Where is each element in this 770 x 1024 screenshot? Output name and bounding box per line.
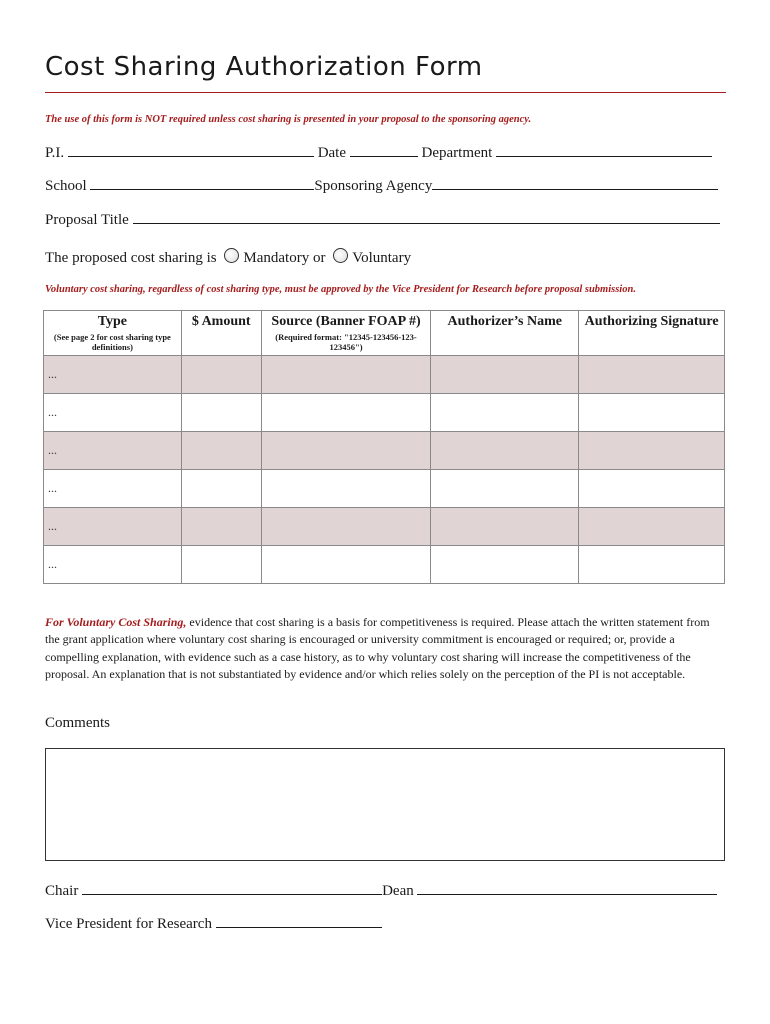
- source-cell[interactable]: [261, 546, 431, 584]
- header-authorizing-signature: Authorizing Signature: [579, 311, 725, 356]
- sponsoring-agency-field[interactable]: [432, 177, 718, 190]
- school-label: School: [45, 178, 87, 194]
- table-row: [44, 470, 725, 508]
- pi-label: P.I.: [45, 145, 65, 161]
- voluntary-approval-note: Voluntary cost sharing, regardless of cost sharing type, must be approved by the Vice President for Research before proposal submission.: [45, 284, 636, 295]
- school-row: [45, 177, 718, 195]
- signature-cell[interactable]: [579, 470, 725, 508]
- authorizer-name-cell[interactable]: [431, 394, 579, 432]
- mandatory-label: Mandatory or: [243, 250, 326, 266]
- chair-signature-field[interactable]: [82, 882, 382, 895]
- signature-cell[interactable]: [579, 508, 725, 546]
- source-cell[interactable]: [261, 470, 431, 508]
- header-type: Type (See page 2 for cost sharing type definitions): [44, 311, 182, 356]
- school-field[interactable]: [90, 177, 314, 190]
- title-divider: [45, 92, 726, 93]
- table-row: [44, 508, 725, 546]
- usage-notice: The use of this form is NOT required unless cost sharing is presented in your proposal to the sponsoring agency.: [45, 114, 532, 125]
- department-field[interactable]: [496, 144, 712, 157]
- amount-cell[interactable]: [181, 508, 261, 546]
- proposal-title-label: Proposal Title: [45, 212, 129, 228]
- type-cell[interactable]: ...: [44, 394, 182, 432]
- authorizer-name-cell[interactable]: [431, 432, 579, 470]
- comments-label: Comments: [45, 715, 111, 731]
- date-field[interactable]: [350, 144, 418, 157]
- signature-cell[interactable]: [579, 546, 725, 584]
- mandatory-radio[interactable]: [224, 248, 239, 263]
- signature-cell[interactable]: [579, 432, 725, 470]
- voluntary-paragraph-lead: For Voluntary Cost Sharing,: [45, 615, 187, 629]
- pi-field[interactable]: [68, 144, 314, 157]
- chair-label: Chair: [45, 883, 79, 899]
- pi-row: [45, 144, 712, 162]
- signature-cell[interactable]: [579, 356, 725, 394]
- vpr-label: Vice President for Research: [45, 916, 212, 932]
- date-label: Date: [317, 145, 347, 161]
- comments-textarea[interactable]: [45, 748, 725, 861]
- amount-cell[interactable]: [181, 356, 261, 394]
- type-cell[interactable]: ...: [44, 508, 182, 546]
- signature-cell[interactable]: [579, 394, 725, 432]
- chair-dean-row: [45, 882, 717, 900]
- department-label: Department: [421, 145, 493, 161]
- cost-sharing-table: [43, 310, 725, 584]
- amount-cell[interactable]: [181, 432, 261, 470]
- source-cell[interactable]: [261, 432, 431, 470]
- authorizer-name-cell[interactable]: [431, 546, 579, 584]
- authorizer-name-cell[interactable]: [431, 470, 579, 508]
- table-row: [44, 356, 725, 394]
- cost-sharing-prompt: The proposed cost sharing is: [45, 250, 217, 266]
- table-row: [44, 394, 725, 432]
- type-cell[interactable]: ...: [44, 546, 182, 584]
- page-title: Cost Sharing Authorization Form: [45, 52, 483, 82]
- voluntary-paragraph-body: evidence that cost sharing is a basis for competitiveness is required. Please attach the written statement from the grant application where voluntary cost sharing is encouraged or university commitment is encouraged or required; or, provide a compelling explanation, with evidence such as a case history, as to why voluntary cost sharing will increase the competitiveness of the proposal. An explanation that is not substantiated by evidence and/or which relies solely on the perception of the PI is not acceptable.: [45, 615, 710, 682]
- dean-signature-field[interactable]: [417, 882, 717, 895]
- voluntary-label: Voluntary: [352, 250, 412, 266]
- voluntary-radio[interactable]: [333, 248, 348, 263]
- type-cell[interactable]: ...: [44, 432, 182, 470]
- amount-cell[interactable]: [181, 546, 261, 584]
- type-cell[interactable]: ...: [44, 356, 182, 394]
- vpr-row: [45, 915, 382, 933]
- header-source: Source (Banner FOAP #) (Required format: "12345-123456-123-123456"): [261, 311, 431, 356]
- table-header-row: [44, 311, 725, 356]
- source-cell[interactable]: [261, 394, 431, 432]
- cost-sharing-row: [45, 248, 411, 267]
- amount-cell[interactable]: [181, 470, 261, 508]
- header-amount: $ Amount: [181, 311, 261, 356]
- sponsoring-agency-label: Sponsoring Agency: [314, 178, 433, 194]
- authorizer-name-cell[interactable]: [431, 508, 579, 546]
- source-cell[interactable]: [261, 508, 431, 546]
- proposal-title-row: [45, 211, 720, 229]
- vpr-signature-field[interactable]: [216, 915, 382, 928]
- type-cell[interactable]: ...: [44, 470, 182, 508]
- dean-label: Dean: [382, 883, 414, 899]
- table-row: [44, 546, 725, 584]
- amount-cell[interactable]: [181, 394, 261, 432]
- voluntary-cost-sharing-paragraph: [45, 614, 725, 684]
- source-cell[interactable]: [261, 356, 431, 394]
- table-row: [44, 432, 725, 470]
- authorizer-name-cell[interactable]: [431, 356, 579, 394]
- proposal-title-field[interactable]: [133, 211, 720, 224]
- header-authorizer-name: Authorizer’s Name: [431, 311, 579, 356]
